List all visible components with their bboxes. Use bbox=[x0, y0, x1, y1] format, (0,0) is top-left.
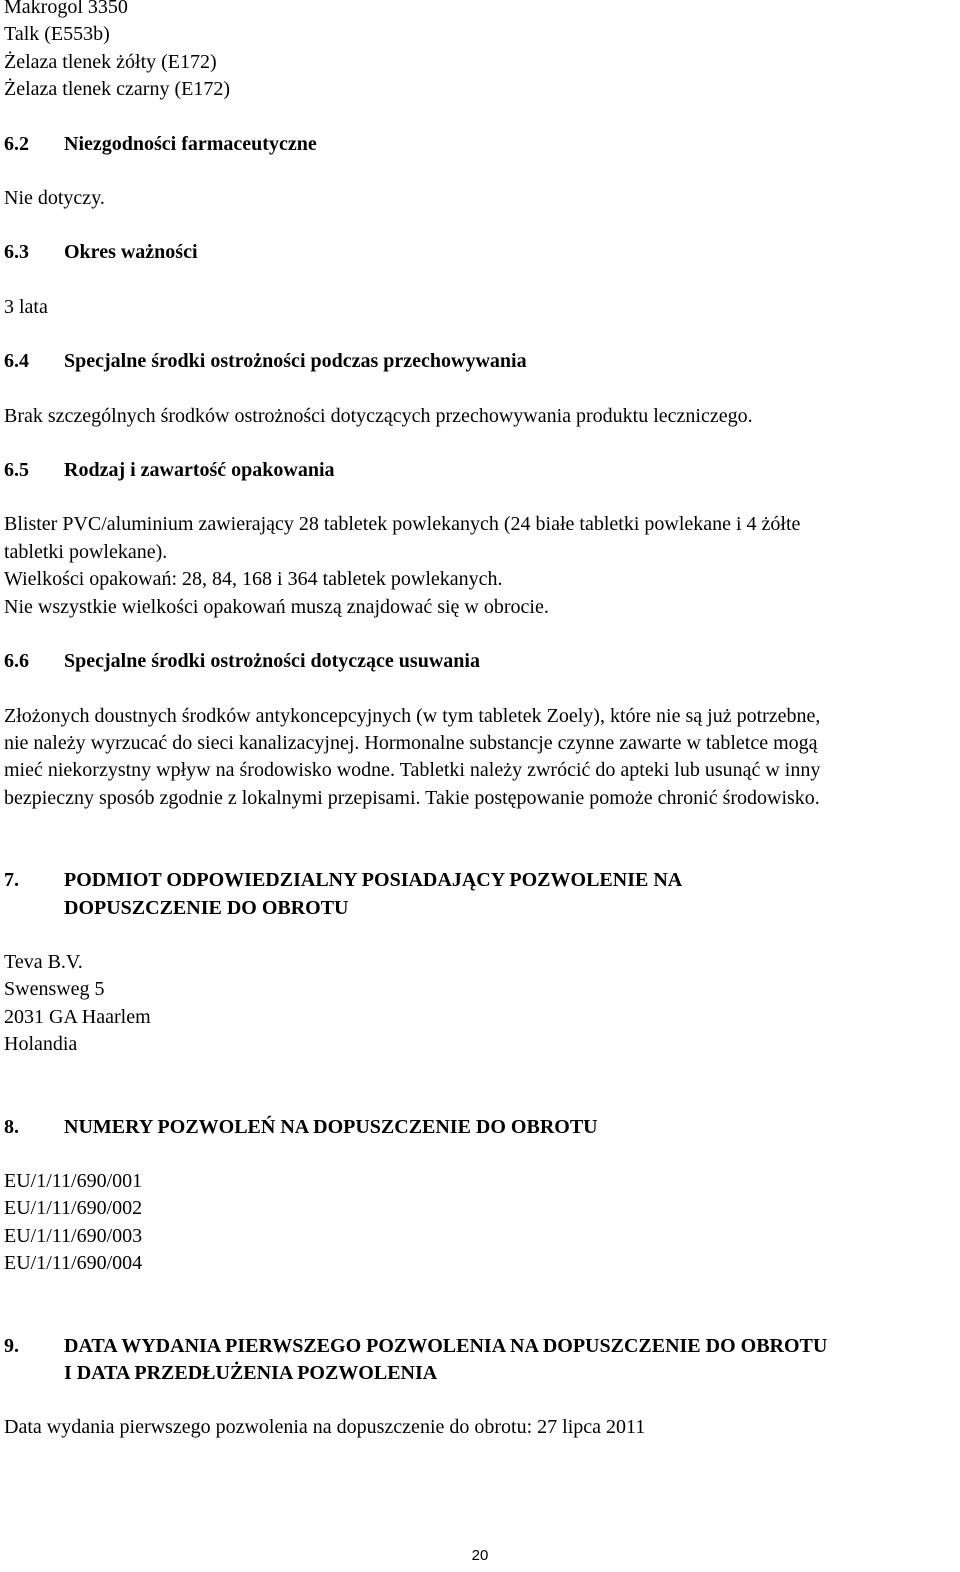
section-title: Specjalne środki ostrożności dotyczące usuwania bbox=[64, 650, 480, 673]
authorisation-number: EU/1/11/690/002 bbox=[4, 1197, 143, 1220]
section-heading-6-5 bbox=[4, 457, 956, 484]
authorisation-number: EU/1/11/690/001 bbox=[4, 1169, 143, 1192]
section-title: Niezgodności farmaceutyczne bbox=[64, 132, 317, 155]
section-number: 6.5 bbox=[4, 459, 29, 482]
section-title-line: I DATA PRZEDŁUŻENIA POZWOLENIA bbox=[64, 1362, 438, 1384]
mah-address bbox=[4, 949, 956, 1059]
section-text-6-6 bbox=[4, 703, 956, 813]
section-heading-6-2 bbox=[4, 131, 956, 158]
text-line: Złożonych doustnych środków antykoncepcyjnych (w tym tabletek Zoely), które nie są już potrzebne, bbox=[4, 704, 821, 727]
authorisation-numbers bbox=[4, 1168, 956, 1278]
section-heading-9 bbox=[4, 1333, 956, 1388]
section-number: 8. bbox=[4, 1115, 19, 1138]
section-title: Rodzaj i zawartość opakowania bbox=[64, 459, 335, 482]
section-number: 7. bbox=[4, 869, 19, 892]
section-title-line: PODMIOT ODPOWIEDZIALNY POSIADAJĄCY POZWOLENIE NA bbox=[64, 869, 683, 892]
excipient-item: Talk (E553b) bbox=[4, 23, 110, 46]
address-line: Holandia bbox=[4, 1033, 78, 1056]
address-line: 2031 GA Haarlem bbox=[4, 1005, 151, 1028]
section-text-6-5 bbox=[4, 511, 956, 621]
section-title bbox=[64, 867, 956, 922]
excipient-item: Żelaza tlenek czarny (E172) bbox=[4, 78, 230, 101]
section-heading-6-3 bbox=[4, 239, 956, 266]
section-title: NUMERY POZWOLEŃ NA DOPUSZCZENIE DO OBROTU bbox=[64, 1115, 598, 1138]
section-title: Specjalne środki ostrożności podczas przechowywania bbox=[64, 350, 527, 373]
section-heading-6-4 bbox=[4, 348, 956, 375]
section-text-6-2: Nie dotyczy. bbox=[4, 187, 105, 210]
document-page bbox=[4, 0, 956, 1442]
section-title-line: DOPUSZCZENIE DO OBROTU bbox=[64, 896, 349, 919]
section-title: Okres ważności bbox=[64, 241, 198, 264]
section-number: 6.3 bbox=[4, 241, 29, 264]
section-number: 9. bbox=[4, 1334, 19, 1357]
text-line: nie należy wyrzucać do sieci kanalizacyjnej. Hormonalne substancje czynne zawarte w tabletce mogą bbox=[4, 731, 818, 754]
excipient-list bbox=[4, 0, 956, 104]
section-text-6-4: Brak szczególnych środków ostrożności dotyczących przechowywania produktu leczniczego. bbox=[4, 404, 753, 427]
authorisation-number: EU/1/11/690/003 bbox=[4, 1224, 143, 1247]
text-line: mieć niekorzystny wpływ na środowisko wodne. Tabletki należy zwrócić do apteki lub usunąć w inny bbox=[4, 759, 821, 782]
address-line: Swensweg 5 bbox=[4, 978, 105, 1001]
section-number: 6.4 bbox=[4, 350, 29, 373]
excipient-item: Makrogol 3350 bbox=[4, 0, 128, 18]
text-line: Nie wszystkie wielkości opakowań muszą znajdować się w obrocie. bbox=[4, 595, 549, 618]
section-text-6-3: 3 lata bbox=[4, 295, 48, 318]
section-number: 6.6 bbox=[4, 650, 29, 673]
section-heading-6-6 bbox=[4, 648, 956, 675]
excipient-item: Żelaza tlenek żółty (E172) bbox=[4, 50, 217, 73]
address-line: Teva B.V. bbox=[4, 950, 83, 973]
text-line: Blister PVC/aluminium zawierający 28 tabletek powlekanych (24 białe tabletki powlekane i 4 żółte bbox=[4, 513, 801, 536]
section-title-line: DATA WYDANIA PIERWSZEGO POZWOLENIA NA DOPUSZCZENIE DO OBROTU bbox=[64, 1334, 828, 1357]
text-line: tabletki powlekane). bbox=[4, 540, 168, 563]
authorisation-number: EU/1/11/690/004 bbox=[4, 1252, 143, 1275]
section-number: 6.2 bbox=[4, 132, 29, 155]
section-title bbox=[64, 1333, 956, 1388]
section-heading-8 bbox=[4, 1114, 956, 1141]
section-heading-7 bbox=[4, 867, 956, 922]
page-number: 20 bbox=[471, 1547, 489, 1564]
section-text-9: Data wydania pierwszego pozwolenia na dopuszczenie do obrotu: 27 lipca 2011 bbox=[4, 1416, 646, 1439]
text-line: Wielkości opakowań: 28, 84, 168 i 364 tabletek powlekanych. bbox=[4, 568, 503, 591]
text-line: bezpieczny sposób zgodnie z lokalnymi przepisami. Takie postępowanie pomoże chronić środowisko. bbox=[4, 786, 820, 809]
